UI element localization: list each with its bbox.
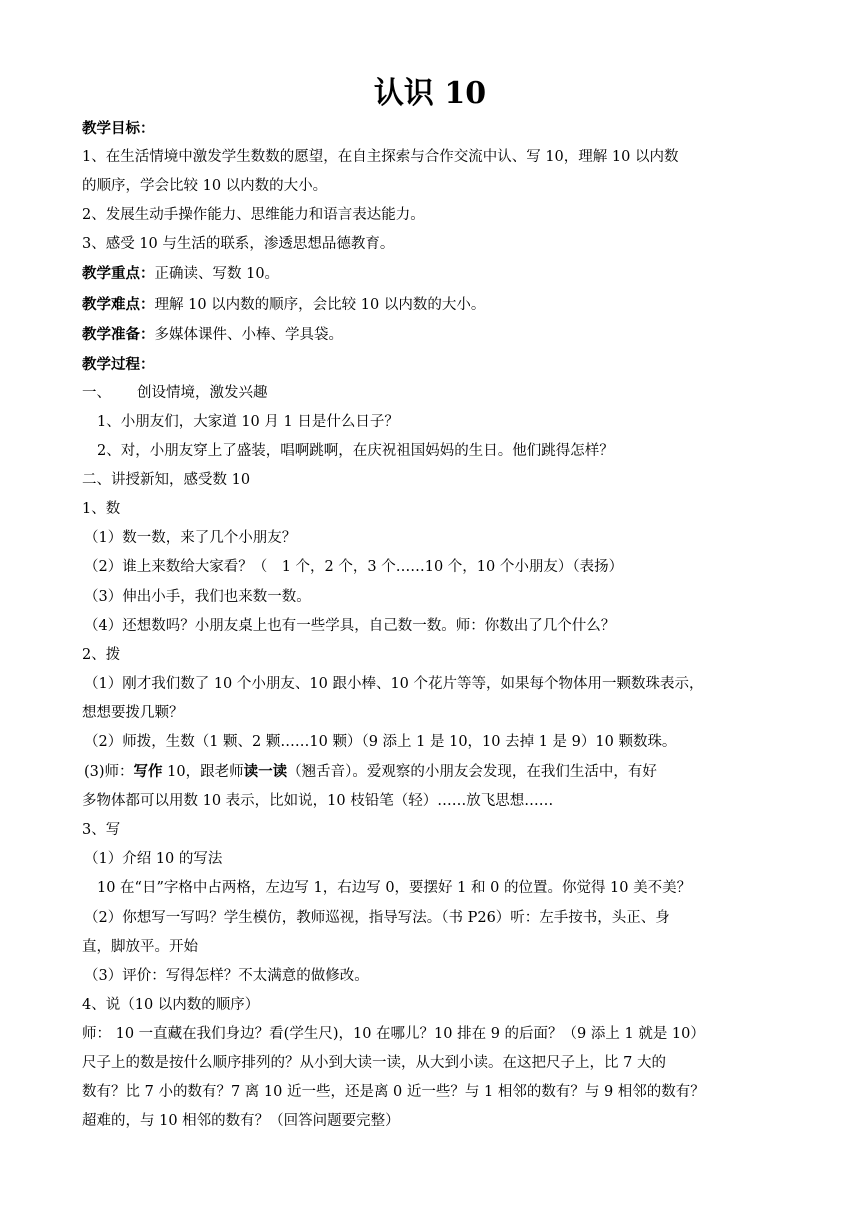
process-heading: 教学过程： — [82, 355, 155, 373]
part-2-item-c-line-2: 多物体都可以用数 10 表示，比如说，10 枝铅笔（轻）……放飞思想…… — [82, 793, 554, 810]
part-2-item-c-middle: 10，跟老师 — [162, 764, 244, 781]
part-1-item-b: （2）谁上来数给大家看？（ 1 个，2 个，3 个……10 个，10 个小朋友）（表扬） — [84, 559, 624, 576]
part-1-item-c: （3）伸出小手，我们也来数一数。 — [84, 588, 311, 605]
part-2-item-c-bold-1: 写作 — [133, 763, 163, 781]
part-2-item-c-prefix: (3)师： — [84, 764, 134, 781]
difficulty-text: 理解 10 以内数的顺序，会比较 10 以内数的大小。 — [154, 296, 486, 313]
section-1-title: 创设情境，激发兴趣 — [137, 384, 268, 401]
part-2-item-c-bold-2: 读一读 — [243, 763, 288, 781]
part-3-item-c: （3）评价：写得怎样？不太满意的做修改。 — [84, 967, 369, 984]
keypoint — [82, 259, 782, 289]
goal-1-line-2: 的顺序，学会比较 10 以内数的大小。 — [82, 178, 328, 195]
section-2-heading: 二、讲授新知，感受数 10 — [82, 472, 251, 489]
part-1-item-d: （4）还想数吗？小朋友桌上也有一些学具，自己数一数。师：你数出了几个什么？ — [84, 617, 616, 634]
goal-3: 3、感受 10 与生活的联系，渗透思想品德教育。 — [82, 236, 395, 253]
difficulty — [82, 290, 782, 320]
part-3-item-b-line-2: 直，脚放平。开始 — [82, 938, 198, 955]
part-3-heading: 3、写 — [82, 822, 121, 839]
keypoint-label: 教学重点： — [82, 265, 155, 283]
part-4-text-line-3: 数有？比 7 小的数有？7 离 10 近一些，还是离 0 近一些？与 1 相邻的数有？与 9 相邻的数有？ — [82, 1084, 705, 1101]
goals-heading: 教学目标： — [82, 120, 155, 137]
preparation-label: 教学准备： — [82, 325, 155, 343]
part-4-text-line-4: 超难的，与 10 相邻的数有？（回答问题要完整） — [82, 1113, 400, 1130]
document-title: 认识 10 — [373, 76, 487, 111]
goal-1-line-1: 1、在生活情境中激发学生数数的愿望，在自主探索与合作交流中认、写 10，理解 10 以内数 — [82, 149, 679, 166]
preparation-text: 多媒体课件、小棒、学具袋。 — [154, 326, 343, 343]
part-1-heading: 1、数 — [82, 501, 121, 518]
section-1-heading — [82, 379, 782, 408]
part-4-text-line-2: 尺子上的数是按什么顺序排列的？从小到大读一读，从大到小读。在这把尺子上，比 7 大的 — [82, 1055, 666, 1071]
section-1-question-2: 2、对，小朋友穿上了盛装，唱啊跳啊，在庆祝祖国妈妈的生日。他们跳得怎样？ — [97, 443, 614, 460]
part-3-item-a: （1）介绍 10 的写法 — [84, 851, 223, 868]
part-1-item-a: （1）数一数，来了几个小朋友？ — [84, 530, 297, 547]
part-4-heading: 4、说（10 以内数的顺序） — [82, 996, 260, 1013]
part-3-item-b-line-1: （2）你想写一写吗？学生模仿，教师巡视，指导写法。（书 P26）听：左手按书，头正、身 — [84, 909, 670, 926]
section-1-question-1: 1、小朋友们，大家道 10 月 1 日是什么日子？ — [97, 413, 399, 430]
part-2-item-c-suffix: （翘舌音）。爱观察的小朋友会发现，在我们生活中，有好 — [287, 764, 657, 781]
part-2-item-b: （2）师拨，生数（1 颗、2 颗……10 颗）（9 添上 1 是 10，10 去掉 1 是 9）10 颗数珠。 — [84, 733, 677, 750]
part-2-item-a-line-1: （1）刚才我们数了 10 个小朋友、10 跟小棒、10 个花片等等，如果每个物体用一颗数珠表示， — [84, 675, 704, 692]
goal-2: 2、发展生动手操作能力、思维能力和语言表达能力。 — [82, 207, 425, 224]
document-body — [82, 114, 782, 1136]
part-4-text-line-1: 师： 10 一直藏在我们身边？看(学生尺)，10 在哪儿？10 排在 9 的后面？（9 添上 1 就是 10） — [82, 1025, 705, 1042]
difficulty-label: 教学难点： — [82, 295, 155, 313]
preparation — [82, 320, 782, 350]
part-2-item-a-line-2: 想想要拨几颗？ — [82, 704, 184, 721]
part-2-item-c-line-1 — [82, 757, 782, 787]
part-3-item-a-detail: 10 在“日”字格中占两格，左边写 1，右边写 0，要摆好 1 和 0 的位置。你觉得 10 美不美？ — [97, 880, 692, 897]
part-2-heading: 2、拨 — [82, 646, 121, 663]
section-1-number: 一、 — [82, 384, 111, 401]
keypoint-text: 正确读、写数 10。 — [154, 266, 280, 283]
